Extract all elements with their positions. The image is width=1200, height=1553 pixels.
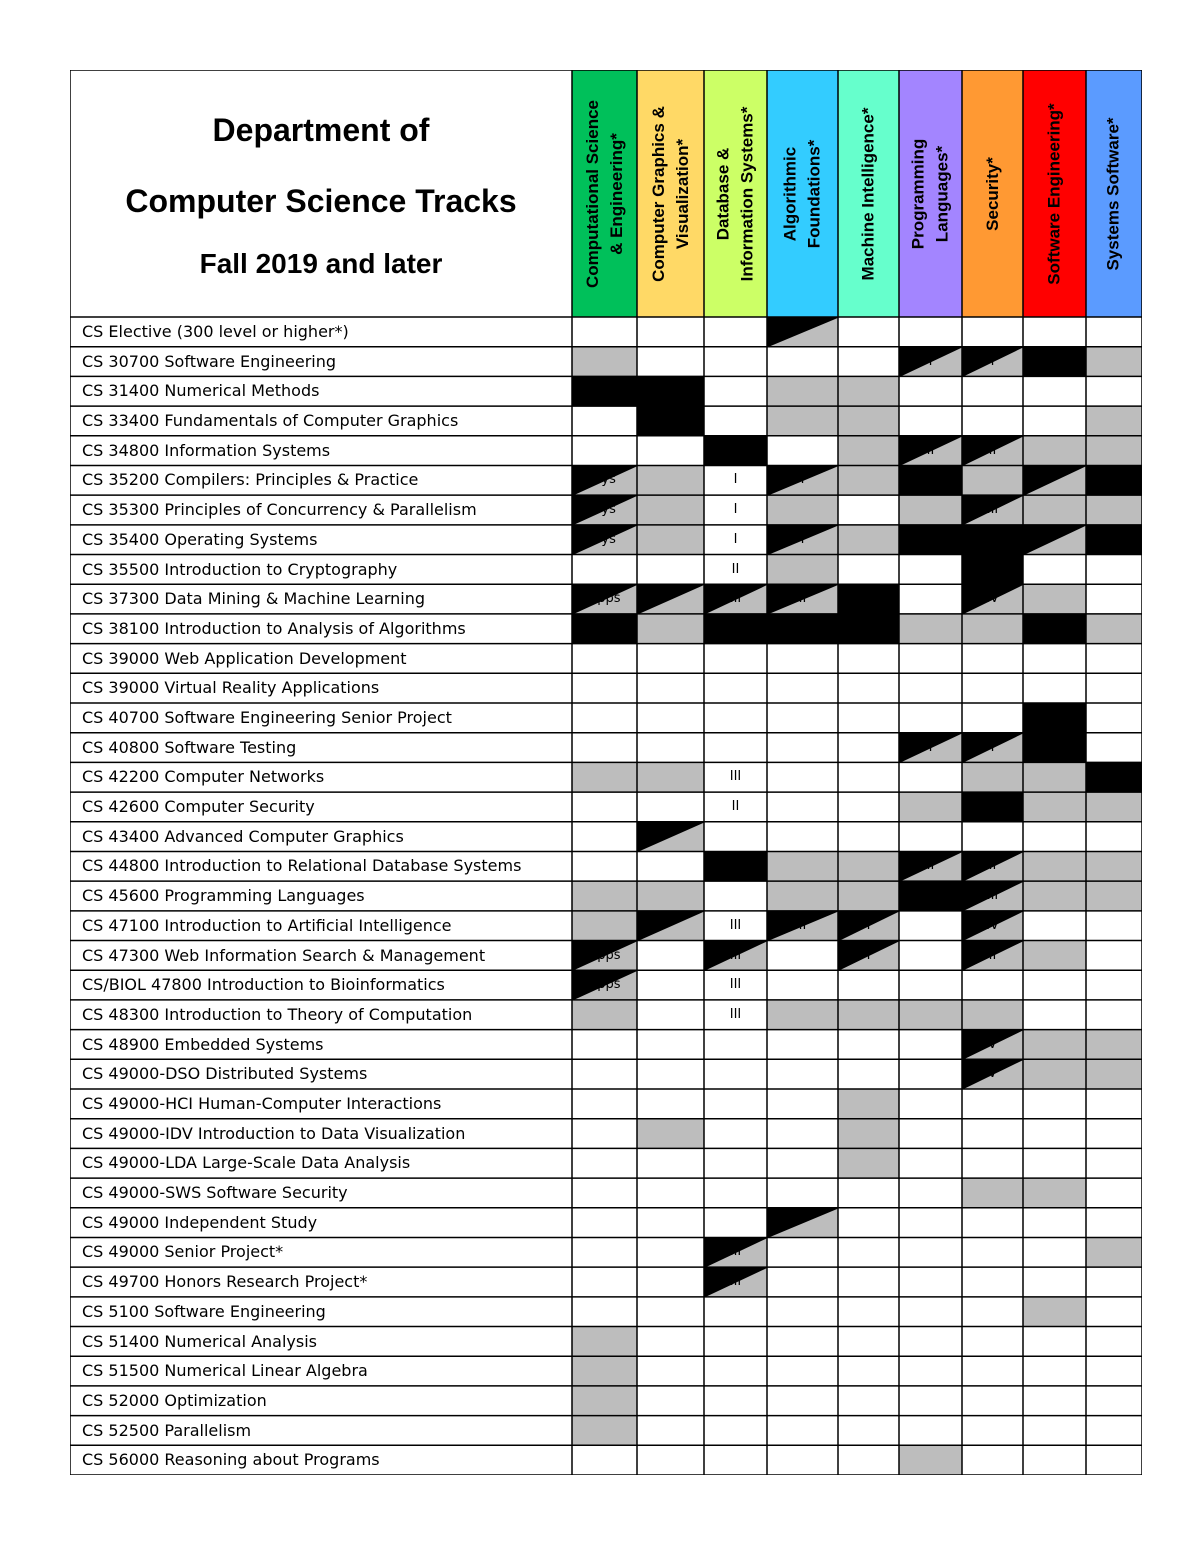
course-label: CS 39000 Virtual Reality Applications xyxy=(82,678,380,698)
cell-group-label: II xyxy=(731,799,740,815)
cell-group-label: II xyxy=(798,591,807,607)
shaded-cell xyxy=(838,851,899,881)
shaded-cell xyxy=(899,614,962,644)
cell-group-label: I xyxy=(990,353,995,369)
course-label: CS 49000-HCI Human-Computer Interactions xyxy=(82,1094,442,1113)
required-cell xyxy=(572,614,637,644)
required-cell xyxy=(838,614,899,644)
required-cell xyxy=(899,465,962,495)
shaded-cell xyxy=(1086,436,1142,466)
course-label: CS 35300 Principles of Concurrency & Parallelism xyxy=(82,500,477,520)
track-name-line-2: Visualization* xyxy=(672,138,692,249)
shaded-cell xyxy=(572,1416,637,1446)
cell-group-label: II xyxy=(926,442,935,458)
course-label: CS 49000 Senior Project* xyxy=(82,1242,284,1262)
course-label: CS 45600 Programming Languages xyxy=(82,886,365,906)
track-header xyxy=(637,70,704,317)
cell-group-label: II xyxy=(988,858,997,874)
shaded-cell xyxy=(1023,584,1086,614)
track-name-line-2: Foundations* xyxy=(804,139,824,248)
shaded-cell xyxy=(572,881,637,911)
shaded-cell xyxy=(767,495,838,525)
cell-group-label: III xyxy=(729,591,742,607)
required-cell xyxy=(1023,703,1086,733)
shaded-cell xyxy=(1086,851,1142,881)
cell-group-label: III xyxy=(986,502,999,518)
track-header-text xyxy=(1102,117,1126,270)
course-label: CS Elective (300 level or higher*) xyxy=(82,322,349,341)
shaded-cell xyxy=(572,1386,637,1416)
cell-group-label: III xyxy=(729,769,742,785)
track-header-text xyxy=(981,157,1005,231)
course-label: CS 42200 Computer Networks xyxy=(82,767,325,787)
shaded-cell xyxy=(1086,1030,1142,1060)
table-title xyxy=(70,70,572,317)
required-cell xyxy=(704,436,767,466)
cell-group-label: IV xyxy=(986,591,999,607)
cell-group-label: III xyxy=(729,1274,742,1290)
course-label: CS 37300 Data Mining & Machine Learning xyxy=(82,589,425,609)
shaded-cell xyxy=(1023,436,1086,466)
track-header xyxy=(1023,70,1086,317)
shaded-cell xyxy=(1023,495,1086,525)
cell-group-label: III xyxy=(729,917,742,933)
shaded-cell xyxy=(838,406,899,436)
course-label: CS 33400 Fundamentals of Computer Graphics xyxy=(82,411,459,431)
cell-group-label: II xyxy=(926,858,935,874)
required-cell xyxy=(838,584,899,614)
track-name-line-2: Languages* xyxy=(932,145,952,242)
course-label: CS 49000-SWS Software Security xyxy=(82,1183,348,1203)
required-cell xyxy=(899,881,962,911)
track-header-text xyxy=(1043,103,1067,284)
shaded-cell xyxy=(767,376,838,406)
track-header xyxy=(704,70,767,317)
shaded-cell xyxy=(838,1000,899,1030)
track-header-text xyxy=(581,100,629,288)
course-label: CS 48300 Introduction to Theory of Computation xyxy=(82,1004,473,1024)
shaded-cell xyxy=(962,614,1023,644)
track-name-line-1: Machine Intelligence* xyxy=(858,107,878,280)
course-label: CS 40800 Software Testing xyxy=(82,737,297,757)
course-label: CS 35400 Operating Systems xyxy=(82,529,318,549)
required-cell xyxy=(962,792,1023,822)
shaded-cell xyxy=(1086,347,1142,377)
required-cell xyxy=(767,614,838,644)
shaded-cell xyxy=(899,1000,962,1030)
shaded-cell xyxy=(767,851,838,881)
shaded-cell xyxy=(572,911,637,941)
course-label: CS 49000-DSO Distributed Systems xyxy=(82,1064,368,1084)
required-cell xyxy=(704,614,767,644)
track-name-line-1: Computational Science xyxy=(582,99,602,288)
shaded-cell xyxy=(572,1327,637,1357)
course-label: CS 44800 Introduction to Relational Database Systems xyxy=(82,856,522,876)
course-label: CS 49000 Independent Study xyxy=(82,1212,318,1232)
cell-group-label: I xyxy=(733,472,738,488)
cell-group-label: Sys xyxy=(593,472,616,488)
cell-group-label: Sys xyxy=(593,502,616,518)
track-name-line-1: Programming xyxy=(908,138,928,249)
track-name-line-2: & Engineering* xyxy=(606,132,626,255)
shaded-cell xyxy=(637,881,704,911)
shaded-cell xyxy=(637,762,704,792)
cell-group-label: Apps xyxy=(588,977,621,993)
shaded-cell xyxy=(572,762,637,792)
shaded-cell xyxy=(1086,1059,1142,1089)
course-label: CS 47300 Web Information Search & Management xyxy=(82,945,486,965)
required-cell xyxy=(704,851,767,881)
shaded-cell xyxy=(1086,792,1142,822)
shaded-cell xyxy=(838,1148,899,1178)
shaded-cell xyxy=(637,495,704,525)
shaded-cell xyxy=(572,1356,637,1386)
track-header xyxy=(838,70,899,317)
course-label: CS 52500 Parallelism xyxy=(82,1420,252,1440)
track-header-text xyxy=(907,138,955,249)
cell-group-label: I xyxy=(990,739,995,755)
shaded-cell xyxy=(962,1000,1023,1030)
track-header xyxy=(962,70,1023,317)
track-header-text xyxy=(647,106,695,282)
cell-group-label: II xyxy=(731,561,740,577)
shaded-cell xyxy=(1086,406,1142,436)
track-name-line-2: Information Systems* xyxy=(737,106,757,281)
shaded-cell xyxy=(637,1119,704,1149)
shaded-cell xyxy=(1023,792,1086,822)
course-label: CS 51400 Numerical Analysis xyxy=(82,1331,318,1351)
cell-group-label: Apps xyxy=(588,591,621,607)
course-label: CS 30700 Software Engineering xyxy=(82,351,337,371)
course-label: CS 42600 Computer Security xyxy=(82,797,315,817)
shaded-cell xyxy=(1023,1178,1086,1208)
course-label: CS/BIOL 47800 Introduction to Bioinformatics xyxy=(82,975,445,995)
shaded-cell xyxy=(838,1089,899,1119)
track-name-line-1: Algorithmic xyxy=(780,146,800,241)
required-cell xyxy=(1023,347,1086,377)
shaded-cell xyxy=(1023,1030,1086,1060)
track-name-line-1: Computer Graphics & xyxy=(648,105,668,282)
course-label: CS 43400 Advanced Computer Graphics xyxy=(82,826,404,846)
track-name-line-1: Security* xyxy=(982,156,1002,231)
required-cell xyxy=(637,406,704,436)
cell-group-label: IV xyxy=(986,917,999,933)
cell-group-label: II xyxy=(798,917,807,933)
course-label: CS 40700 Software Engineering Senior Project xyxy=(82,708,452,727)
shaded-cell xyxy=(767,555,838,585)
shaded-cell xyxy=(1023,881,1086,911)
course-label: CS 35200 Compilers: Principles & Practice xyxy=(82,470,419,490)
cell-group-label: III xyxy=(729,977,742,993)
cell-group-label: III xyxy=(729,1244,742,1260)
required-cell xyxy=(1023,614,1086,644)
shaded-cell xyxy=(637,614,704,644)
cell-group-label: III xyxy=(729,1006,742,1022)
course-label: CS 35500 Introduction to Cryptography xyxy=(82,559,398,579)
cell-group-label: II xyxy=(988,947,997,963)
required-cell xyxy=(572,376,637,406)
shaded-cell xyxy=(1086,495,1142,525)
course-label: CS 49000-LDA Large-Scale Data Analysis xyxy=(82,1153,411,1173)
shaded-cell xyxy=(838,376,899,406)
shaded-cell xyxy=(767,1000,838,1030)
title-line-3: Fall 2019 and later xyxy=(199,247,443,279)
shaded-cell xyxy=(899,792,962,822)
required-cell xyxy=(962,525,1023,555)
cell-group-label: I xyxy=(928,353,933,369)
course-label: CS 49700 Honors Research Project* xyxy=(82,1272,368,1292)
course-label: CS 38100 Introduction to Analysis of Algorithms xyxy=(82,618,466,638)
shaded-cell xyxy=(899,495,962,525)
course-label: CS 5100 Software Engineering xyxy=(82,1301,326,1321)
shaded-cell xyxy=(838,436,899,466)
title-line-1: Department of xyxy=(212,111,430,148)
shaded-cell xyxy=(637,465,704,495)
shaded-cell xyxy=(1086,614,1142,644)
shaded-cell xyxy=(637,525,704,555)
cell-group-label: I xyxy=(928,739,933,755)
course-label: CS 56000 Reasoning about Programs xyxy=(82,1450,380,1470)
shaded-cell xyxy=(838,465,899,495)
cell-group-label: V xyxy=(988,1036,997,1052)
shaded-cell xyxy=(1023,1297,1086,1327)
track-header xyxy=(767,70,838,317)
shaded-cell xyxy=(899,1445,962,1475)
shaded-cell xyxy=(962,1178,1023,1208)
required-cell xyxy=(1086,525,1142,555)
track-name-line-1: Database & xyxy=(713,147,733,240)
shaded-cell xyxy=(767,881,838,911)
track-header-text xyxy=(712,106,760,281)
cell-group-label: II xyxy=(988,442,997,458)
shaded-cell xyxy=(1086,1237,1142,1267)
track-header xyxy=(1086,70,1142,317)
track-header xyxy=(899,70,962,317)
shaded-cell xyxy=(838,525,899,555)
shaded-cell xyxy=(1023,941,1086,971)
shaded-cell xyxy=(838,1119,899,1149)
cell-group-label: I xyxy=(866,917,871,933)
cell-group-label: I xyxy=(866,947,871,963)
cell-group-label: III xyxy=(986,888,999,904)
track-name-line-1: Software Engineering* xyxy=(1044,102,1064,285)
shaded-cell xyxy=(572,347,637,377)
course-label: CS 34800 Information Systems xyxy=(82,440,331,460)
shaded-cell xyxy=(1023,1059,1086,1089)
course-label: CS 47100 Introduction to Artificial Intelligence xyxy=(82,915,452,935)
track-name-line-1: Systems Software* xyxy=(1104,116,1124,271)
required-cell xyxy=(1086,762,1142,792)
track-header xyxy=(572,70,637,317)
course-label: CS 39000 Web Application Development xyxy=(82,648,407,668)
cell-group-label: I xyxy=(800,531,805,547)
required-cell xyxy=(1023,733,1086,763)
course-label: CS 52000 Optimization xyxy=(82,1390,267,1410)
course-label: CS 51500 Numerical Linear Algebra xyxy=(82,1361,368,1381)
course-label: CS 31400 Numerical Methods xyxy=(82,381,320,401)
shaded-cell xyxy=(1086,881,1142,911)
required-cell xyxy=(962,555,1023,585)
cell-group-label: I xyxy=(733,531,738,547)
shaded-cell xyxy=(962,465,1023,495)
required-cell xyxy=(637,376,704,406)
cell-group-label: Apps xyxy=(588,947,621,963)
shaded-cell xyxy=(572,1000,637,1030)
title-line-2: Computer Science Tracks xyxy=(125,182,517,219)
track-header-text xyxy=(857,107,881,280)
cell-group-label: I xyxy=(800,472,805,488)
track-header-text xyxy=(779,139,827,248)
shaded-cell xyxy=(1023,851,1086,881)
cell-group-label: V xyxy=(988,1066,997,1082)
shaded-cell xyxy=(1023,762,1086,792)
cell-group-label: Sys xyxy=(593,531,616,547)
track-table xyxy=(70,70,1142,1475)
required-cell xyxy=(1086,465,1142,495)
shaded-cell xyxy=(838,881,899,911)
required-cell xyxy=(899,525,962,555)
cell-group-label: I xyxy=(733,502,738,518)
course-label: CS 49000-IDV Introduction to Data Visualization xyxy=(82,1123,466,1143)
cell-group-label: III xyxy=(729,947,742,963)
course-label: CS 48900 Embedded Systems xyxy=(82,1034,324,1054)
shaded-cell xyxy=(962,762,1023,792)
shaded-cell xyxy=(767,406,838,436)
